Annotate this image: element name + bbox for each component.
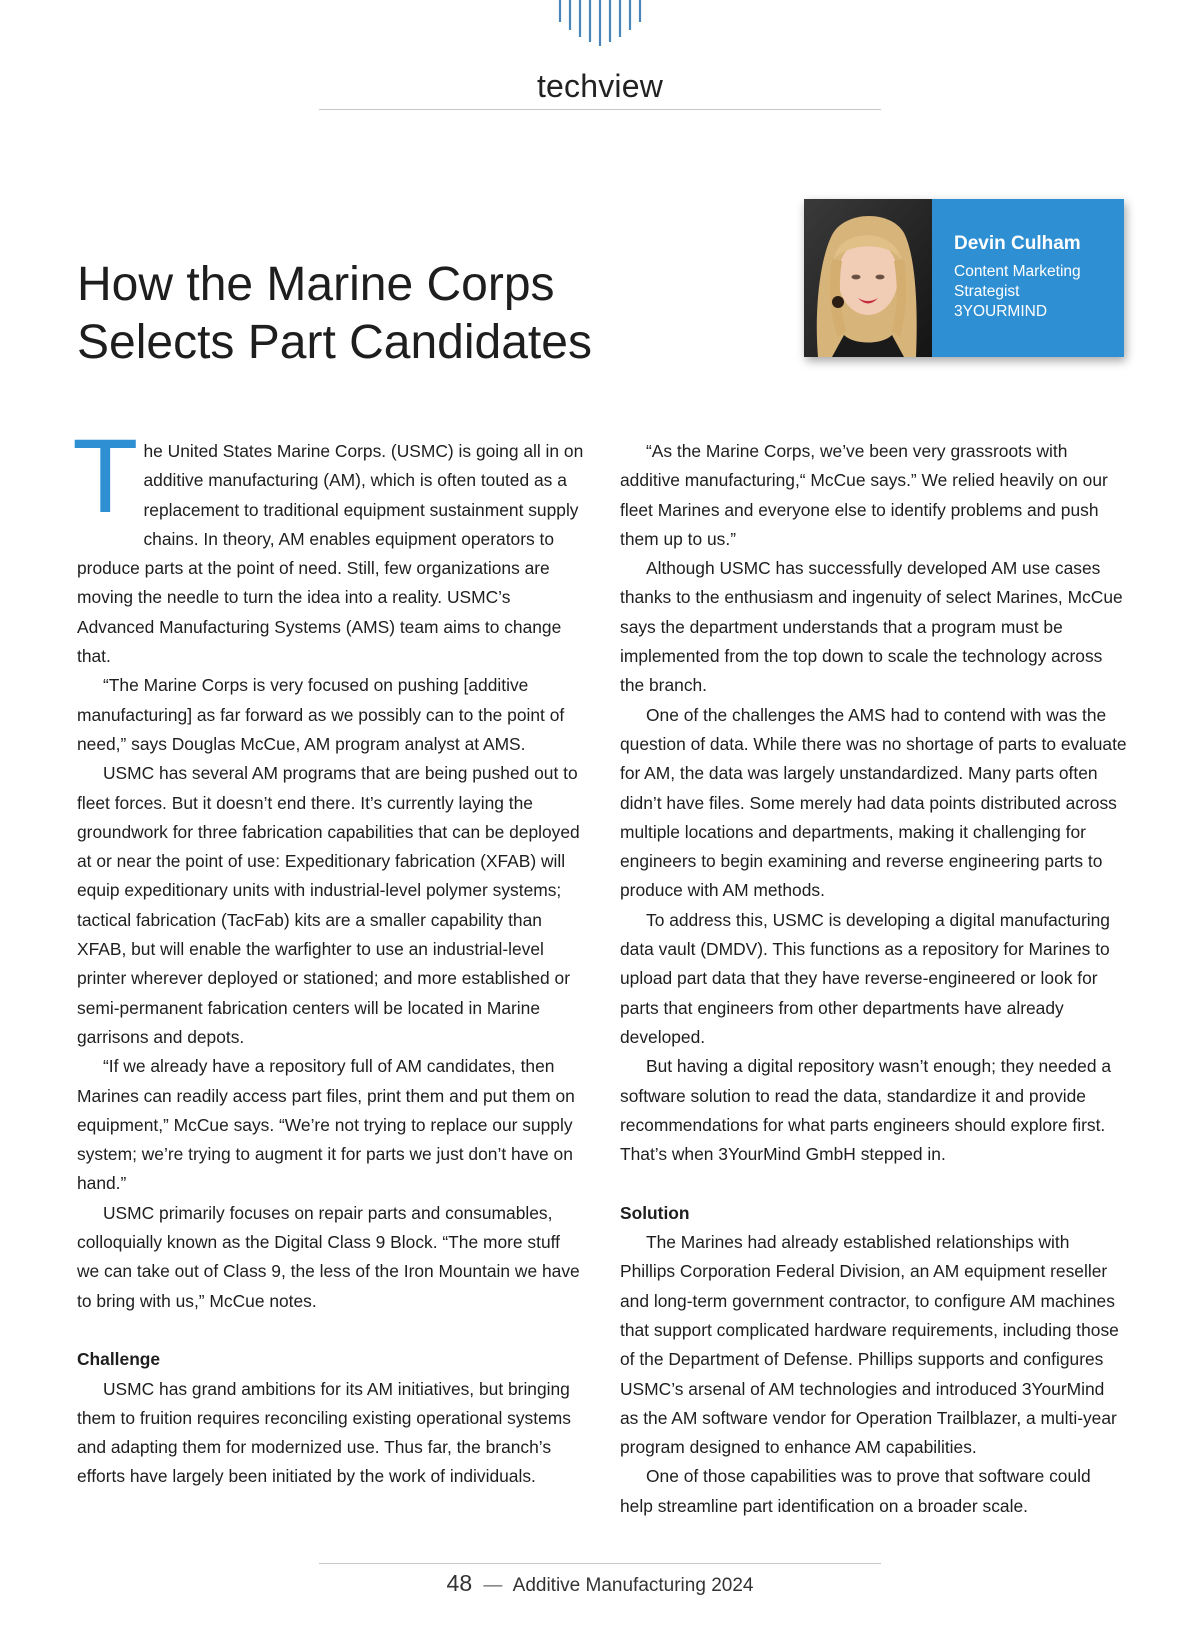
author-title-line-1: Content Marketing	[954, 263, 1081, 280]
left-paragraph-3: USMC has several AM programs that are being pushed out to fleet forces. But it doesn’t end there. It’s currently laying the groundwork for three fabrication capabilities that can be deployed at or near the point of use: Expeditionary fabrication (XFAB) will equip expeditionary units with industrial-level polymer systems; tactical fabrication (TacFab) kits are a smaller capability than XFAB, but will enable the warfighter to use an industrial-level printer wherever deployed or stationed; and more established or semi-permanent fabrication centers will be located in Marine garrisons and depots.	[77, 763, 580, 1047]
right-paragraph-7: One of those capabilities was to prove that software could help streamline part identification on a broader scale.	[620, 1466, 1091, 1516]
article-title	[77, 256, 717, 372]
challenge-heading: Challenge	[77, 1349, 161, 1370]
left-paragraph-1-text: he United States Marine Corps. (USMC) is going all in on additive manufacturing (AM), which is often touted as a replacement to traditional equipment sustainment supply chains. In theory, AM enables equipment operators to produce parts at the point of need. Still, few organizations are moving the needle to turn the idea into a reality. USMC’s Advanced Manufacturing Systems (AMS) team aims to change that.	[77, 441, 584, 667]
author-name: Devin Culham	[954, 233, 1081, 254]
page-number: 48	[446, 1570, 473, 1596]
left-paragraph-5: USMC primarily focuses on repair parts and consumables, colloquially known as the Digital Class 9 Block. “The more stuff we can take out of Class 9, the less of the Iron Mountain we have to bring with us,” McCue notes.	[77, 1202, 580, 1311]
author-photo	[804, 199, 932, 357]
header-stripes-decoration	[558, 0, 642, 48]
page-footer	[0, 1570, 1200, 1597]
right-paragraph-5: But having a digital repository wasn’t enough; they needed a software solution to read the data, standardize it and provide recommendations for what parts engineers should explore first. That’s when 3YourMind GmbH stepped in.	[620, 1056, 1112, 1165]
solution-heading: Solution	[620, 1202, 690, 1223]
section-label: techview	[536, 68, 664, 104]
drop-cap: T	[75, 421, 136, 536]
right-paragraph-2: Although USMC has successfully developed AM use cases thanks to the enthusiasm and ingenuity of select Marines, McCue says the department understands that a program must be implemented from the top down to scale the technology across the branch.	[620, 558, 1123, 696]
left-paragraph-4: “If we already have a repository full of AM candidates, then Marines can readily access part files, print them and put them on equipment,” McCue says. “We’re not trying to replace our supply system; we’re trying to augment it for parts we just don’t have on hand.”	[77, 1056, 575, 1194]
article-title-line-1: How the Marine Corps	[77, 258, 555, 311]
publication-name: Additive Manufacturing 2024	[512, 1575, 754, 1596]
footer-separator: —	[483, 1575, 503, 1596]
left-paragraph-1	[75, 421, 584, 671]
right-column	[620, 437, 1127, 1521]
right-paragraph-4: To address this, USMC is developing a digital manufacturing data vault (DMDV). This functions as a repository for Marines to upload part data that they have reverse-engineered or look for parts that engineers from other departments have already developed.	[620, 909, 1110, 1047]
article-title-line-2: Selects Part Candidates	[77, 316, 592, 369]
left-column	[75, 421, 584, 1492]
left-paragraph-2: “The Marine Corps is very focused on pushing [additive manufacturing] as far forward as we possibly can to the point of need,” says Douglas McCue, AM program analyst at AMS.	[77, 675, 565, 754]
header-rule	[319, 109, 881, 110]
author-info	[932, 199, 1124, 357]
author-title-line-2: Strategist	[954, 283, 1020, 300]
right-paragraph-3: One of the challenges the AMS had to contend with was the question of data. While there was no shortage of parts to evaluate for AM, the data was largely unstandardized. Many parts often didn’t have files. Some merely had data points distributed across multiple locations and departments, making it challenging for engineers to begin examining and reverse engineering parts to produce with AM methods.	[620, 704, 1127, 901]
author-company: 3YOURMIND	[954, 303, 1048, 320]
right-paragraph-6: The Marines had already established relationships with Phillips Corporation Federal Division, an AM equipment reseller and long-term government contractor, to configure AM machines that support complicated hardware requirements, including those of the Department of Defense. Phillips supports and configures USMC’s arsenal of AM technologies and introduced 3YourMind as the AM software vendor for Operation Trailblazer, a multi-year program designed to enhance AM capabilities.	[620, 1232, 1119, 1458]
right-paragraph-1: “As the Marine Corps, we’ve been very grassroots with additive manufacturing,“ McCue says.” We relied heavily on our fleet Marines and everyone else to identify problems and push them up to us.”	[620, 441, 1108, 549]
author-card	[804, 199, 1124, 357]
left-paragraph-6: USMC has grand ambitions for its AM initiatives, but bringing them to fruition requires reconciling existing operational systems and adapting them for modernized use. Thus far, the branch’s efforts have largely been initiated by the work of individuals.	[77, 1378, 571, 1487]
footer-rule	[319, 1563, 881, 1564]
